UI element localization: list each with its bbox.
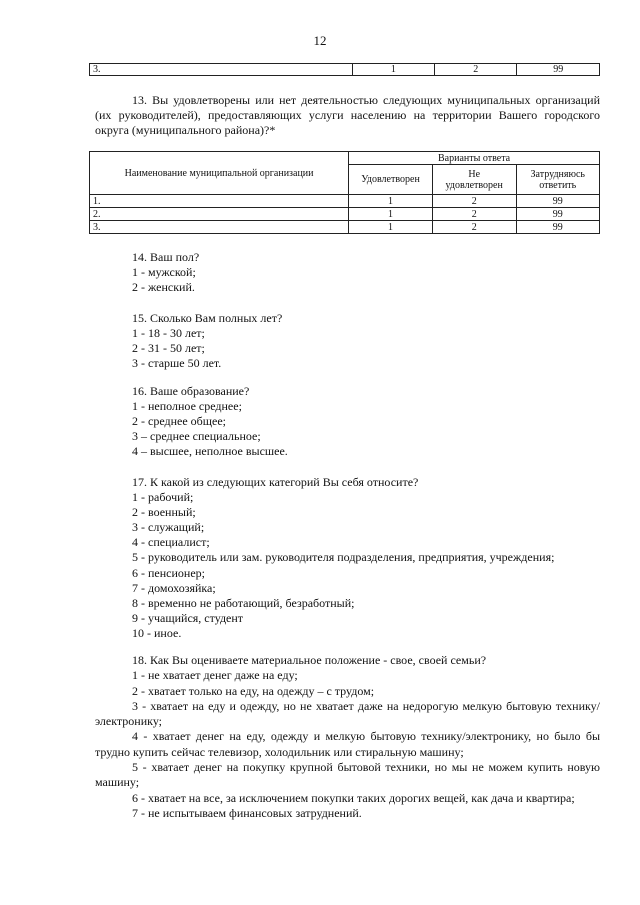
answer-option: 1 - мужской; [132, 265, 196, 280]
row-number: 2. [90, 208, 349, 221]
answer-option: 7 - не испытываем финансовых затруднений. [132, 805, 362, 820]
answer-option: 4 - хватает денег на еду, одежду и мелкую бытовую технику/электронику, но было бы трудно купить сейчас телевизор, холодильник или стиральную машину; [95, 729, 600, 759]
answer-option: 2 - 31 - 50 лет; [132, 341, 205, 356]
answer-option: 5 - руководитель или зам. руководителя подразделения, предприятия, учреждения; [132, 550, 555, 565]
cell-satisfied: 1 [349, 208, 433, 221]
answer-option: 1 - 18 - 30 лет; [132, 326, 205, 341]
cell-undecided: 99 [517, 64, 600, 76]
row-number: 3. [90, 64, 353, 76]
question-title: 15. Сколько Вам полных лет? [132, 311, 283, 325]
answer-option: 6 - пенсионер; [132, 565, 205, 580]
cell-undecided: 99 [516, 195, 599, 208]
row-number: 3. [90, 221, 349, 234]
answer-option: 3 - хватает на еду и одежду, но не хватает даже на недорогую мелкую бытовую технику/электронику; [95, 698, 600, 729]
answer-option: 4 – высшее, неполное высшее. [132, 444, 288, 459]
row-number: 1. [90, 195, 349, 208]
cell-satisfied: 1 [349, 221, 433, 234]
question-title: 17. К какой из следующих категорий Вы себя относите? [132, 475, 419, 489]
answer-option: 3 - служащий; [132, 520, 205, 535]
header-org-name: Наименование муниципальной организации [90, 152, 349, 195]
question-14 [132, 250, 199, 295]
cell-satisfied: 1 [352, 64, 434, 76]
answer-option: 2 - женский. [132, 280, 195, 295]
cell-not-satisfied: 2 [432, 195, 516, 208]
answer-option: 1 - не хватает денег даже на еду; [132, 668, 298, 683]
answer-option: 1 - неполное среднее; [132, 399, 242, 414]
cell-not-satisfied: 2 [432, 208, 516, 221]
question-16 [132, 384, 288, 459]
table-row [90, 64, 600, 76]
cell-undecided: 99 [516, 208, 599, 221]
question-title: 16. Ваше образование? [132, 384, 250, 398]
continued-table [89, 63, 600, 76]
answer-option: 9 - учащийся, студент [132, 610, 244, 625]
table-row [90, 195, 600, 208]
question-17 [132, 475, 554, 641]
answer-option: 8 - временно не работающий, безработный; [132, 595, 355, 610]
header-satisfied: Удовлетворен [349, 165, 433, 195]
answer-option: 7 - домохозяйка; [132, 580, 216, 595]
question-15 [132, 311, 282, 371]
answer-option: 3 - старше 50 лет. [132, 356, 222, 371]
answer-option: 3 – среднее специальное; [132, 429, 261, 444]
answer-option: 5 - хватает денег на покупку крупной бытовой техники, но мы не можем купить новую машину; [95, 760, 600, 790]
header-undecided: Затрудняюсь ответить [516, 165, 599, 195]
page-number: 12 [313, 33, 327, 48]
table-row [90, 208, 600, 221]
cell-undecided: 99 [516, 221, 599, 234]
answer-option: 6 - хватает на все, за исключением покупки таких дорогих вещей, как дача и квартира; [132, 790, 575, 805]
question-title: 18. Как Вы оцениваете материальное положение - свое, своей семьи? [132, 653, 487, 667]
cell-satisfied: 1 [349, 195, 433, 208]
cell-not-satisfied: 2 [432, 221, 516, 234]
header-answer-options: Варианты ответа [349, 152, 600, 165]
question-18 [95, 653, 600, 821]
header-not-satisfied: Не удовлетворен [432, 165, 516, 195]
answer-option: 4 - специалист; [132, 535, 210, 550]
answer-option: 2 - военный; [132, 505, 196, 520]
answer-option: 2 - хватает только на еду, на одежду – с трудом; [132, 683, 375, 698]
cell-not-satisfied: 2 [435, 64, 517, 76]
answer-option: 10 - иное. [132, 625, 182, 640]
answer-option: 2 - среднее общее; [132, 414, 227, 429]
question-title: 14. Ваш пол? [132, 250, 200, 264]
municipal-orgs-table [89, 151, 600, 234]
table-row [90, 221, 600, 234]
answer-option: 1 - рабочий; [132, 490, 194, 505]
question-13: 13. Вы удовлетворены или нет деятельностью следующих муниципальных организаций (их руководителей), предоставляющих услуги населению на территории Вашего городского округа (муниципального района)?* [95, 93, 600, 137]
